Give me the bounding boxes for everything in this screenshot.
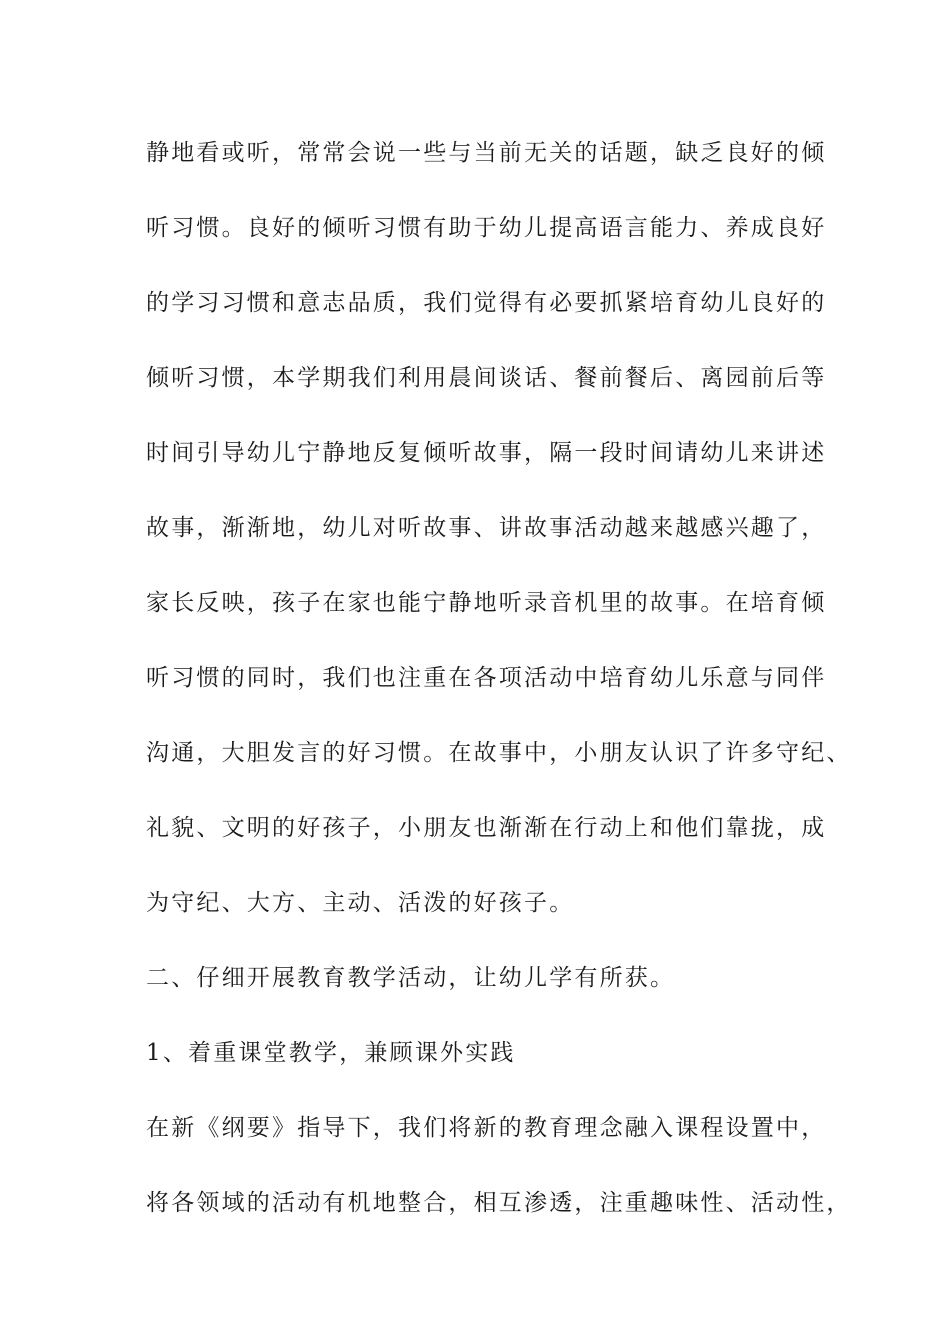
text-line: 静地看或听，常常会说一些与当前无关的话题，缺乏良好的倾 — [146, 140, 827, 166]
text-line: 听习惯。良好的倾听习惯有助于幼儿提高语言能力、养成良好 — [146, 215, 827, 241]
section-heading: 二、仔细开展教育教学活动，让幼儿学有所获。 — [146, 965, 676, 991]
text-line: 时间引导幼儿宁静地反复倾听故事，隔一段时间请幼儿来讲述 — [146, 440, 827, 466]
text-line: 将各领域的活动有机地整合，相互渗透，注重趣味性、活动性， — [146, 1190, 852, 1216]
text-line: 的学习习惯和意志品质，我们觉得有必要抓紧培育幼儿良好的 — [146, 290, 827, 316]
text-line: 故事，渐渐地，幼儿对听故事、讲故事活动越来越感兴趣了， — [146, 515, 827, 541]
text-line: 沟通，大胆发言的好习惯。在故事中，小朋友认识了许多守纪、 — [146, 740, 852, 766]
text-line: 家长反映，孩子在家也能宁静地听录音机里的故事。在培育倾 — [146, 590, 827, 616]
text-line: 在新《纲要》指导下，我们将新的教育理念融入课程设置中， — [146, 1115, 827, 1141]
text-line: 礼貌、文明的好孩子，小朋友也渐渐在行动上和他们靠拢，成 — [146, 815, 827, 841]
body-text — [146, 131, 852, 1256]
text-line: 倾听习惯，本学期我们利用晨间谈话、餐前餐后、离园前后等 — [146, 365, 827, 391]
subsection-heading: 1、着重课堂教学，兼顾课外实践 — [146, 1040, 516, 1066]
text-line: 为守纪、大方、主动、活泼的好孩子。 — [146, 890, 575, 916]
text-line: 听习惯的同时，我们也注重在各项活动中培育幼儿乐意与同伴 — [146, 665, 827, 691]
